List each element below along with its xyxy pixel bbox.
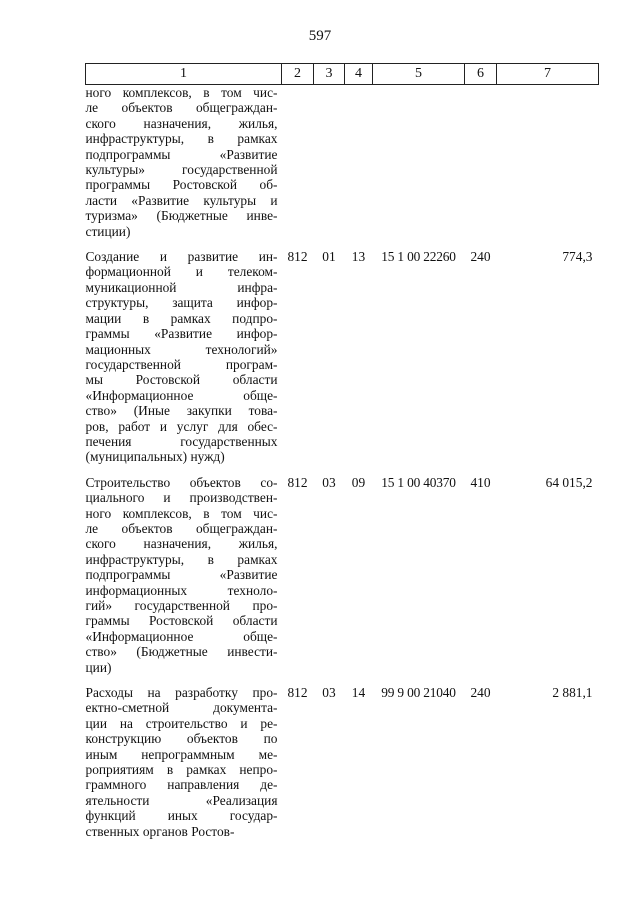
row-ministry-code	[282, 85, 314, 240]
row-subsection-code: 09	[351, 474, 366, 490]
description-line: ектно-сметной документа-	[85, 700, 278, 716]
description-line: инфраструктуры, в рамках	[85, 131, 278, 147]
row-spacer	[86, 239, 599, 249]
row-subsection-code: 14	[351, 685, 366, 701]
row-expense-type: 410	[470, 474, 491, 490]
row-expense-type	[465, 85, 497, 240]
description-line: структуры, защита инфор-	[85, 295, 278, 311]
description-line: печения государственных	[85, 433, 278, 449]
row-ministry-code: 812	[287, 249, 308, 265]
description-line: ров, работ и услуг для обес-	[85, 418, 278, 434]
description-line: (муниципальных) нужд)	[85, 449, 225, 465]
description-line: ство» (Иные закупки това-	[85, 403, 278, 419]
description-line: граммы «Развитие инфор-	[85, 326, 278, 342]
description-line: стиции)	[85, 223, 131, 239]
row-expense-type: 240	[470, 249, 491, 265]
row-spacer-cell	[86, 675, 599, 685]
row-ministry-code: 812	[287, 474, 308, 490]
description-line: государственной програм-	[85, 356, 278, 372]
row-amount: 2 881,1	[552, 685, 593, 701]
header-col-4: 4	[345, 64, 373, 85]
row-description	[86, 85, 282, 240]
description-line: ласти «Развитие культуры и	[85, 192, 278, 208]
row-description	[86, 475, 282, 675]
description-line: культуры» государственной	[85, 162, 278, 178]
row-ministry-code: 812	[287, 685, 308, 701]
description-line: ство» (Бюджетные инвести-	[85, 644, 278, 660]
header-col-7: 7	[497, 64, 599, 85]
header-col-6: 6	[465, 64, 497, 85]
header-col-1: 1	[86, 64, 282, 85]
row-target-article	[373, 85, 465, 240]
budget-table	[85, 63, 599, 839]
row-section-code: 01	[322, 249, 336, 265]
description-line: ции)	[85, 659, 112, 675]
description-line: ского назначения, жилья,	[85, 536, 278, 552]
table-row	[86, 685, 599, 839]
row-target-article: 99 9 00 21040	[381, 685, 456, 701]
header-col-5: 5	[373, 64, 465, 85]
row-section-code	[314, 85, 345, 240]
description-line: граммы Ростовской области	[85, 613, 278, 629]
description-line: мационных технологий»	[85, 341, 278, 357]
description-line: функций иных государ-	[85, 808, 278, 824]
table-row	[86, 249, 599, 465]
row-spacer	[86, 465, 599, 475]
row-subsection-code	[345, 85, 373, 240]
row-amount	[497, 85, 599, 240]
header-col-2: 2	[282, 64, 314, 85]
row-spacer-cell	[86, 465, 599, 475]
description-line: ле объектов общеграждан-	[85, 100, 278, 116]
description-line: роприятиям в рамках непро-	[85, 762, 278, 778]
description-line: подпрограммы «Развитие	[85, 146, 278, 162]
description-line: иным непрограммным ме-	[85, 746, 278, 762]
row-section-code: 03	[322, 474, 336, 490]
row-description	[86, 685, 282, 839]
row-amount: 64 015,2	[545, 474, 593, 490]
description-line: туризма» (Бюджетные инве-	[85, 208, 278, 224]
row-description	[86, 249, 282, 465]
row-section-code: 03	[322, 685, 336, 701]
description-line: циального и производствен-	[85, 490, 278, 506]
description-line: Строительство объектов со-	[85, 474, 278, 490]
description-line: подпрограммы «Развитие	[85, 567, 278, 583]
description-line: ного комплексов, в том чис-	[85, 85, 278, 100]
description-line: ственных органов Ростов-	[85, 823, 235, 839]
description-line: муникационной инфра-	[85, 279, 278, 295]
description-line: гий» государственной про-	[85, 598, 278, 613]
description-line: ятельности «Реализация	[85, 792, 278, 808]
row-spacer-cell	[86, 239, 599, 249]
description-line: ции на строительство и ре-	[85, 715, 278, 731]
row-spacer	[86, 675, 599, 685]
table-row	[86, 85, 599, 240]
description-line: инфраструктуры, в рамках	[85, 551, 278, 567]
description-line: ского назначения, жилья,	[85, 115, 278, 131]
row-expense-type: 240	[470, 685, 491, 701]
description-line: информационных техноло-	[85, 582, 278, 598]
description-line: конструкцию объектов по	[85, 731, 278, 747]
description-line: формационной и телеком-	[85, 264, 278, 280]
description-line: мации в рамках подпро-	[85, 310, 278, 326]
description-line: ле объектов общеграждан-	[85, 520, 278, 536]
description-line: Расходы на разработку про-	[85, 685, 278, 701]
description-line: Создание и развитие ин-	[85, 249, 278, 265]
description-line: граммного направления де-	[85, 777, 278, 793]
description-line: ного комплексов, в том чис-	[85, 505, 278, 521]
row-target-article: 15 1 00 22260	[381, 249, 456, 265]
row-subsection-code: 13	[351, 249, 366, 265]
description-line: «Информационное обще-	[85, 387, 278, 403]
header-row	[86, 64, 599, 85]
header-col-3: 3	[314, 64, 345, 85]
row-amount: 774,3	[562, 249, 593, 265]
description-line: «Информационное обще-	[85, 628, 278, 644]
page-number: 597	[308, 28, 332, 44]
row-target-article: 15 1 00 40370	[381, 474, 456, 490]
table-row	[86, 475, 599, 675]
description-line: программы Ростовской об-	[85, 177, 278, 193]
description-line: мы Ростовской области	[85, 372, 278, 388]
